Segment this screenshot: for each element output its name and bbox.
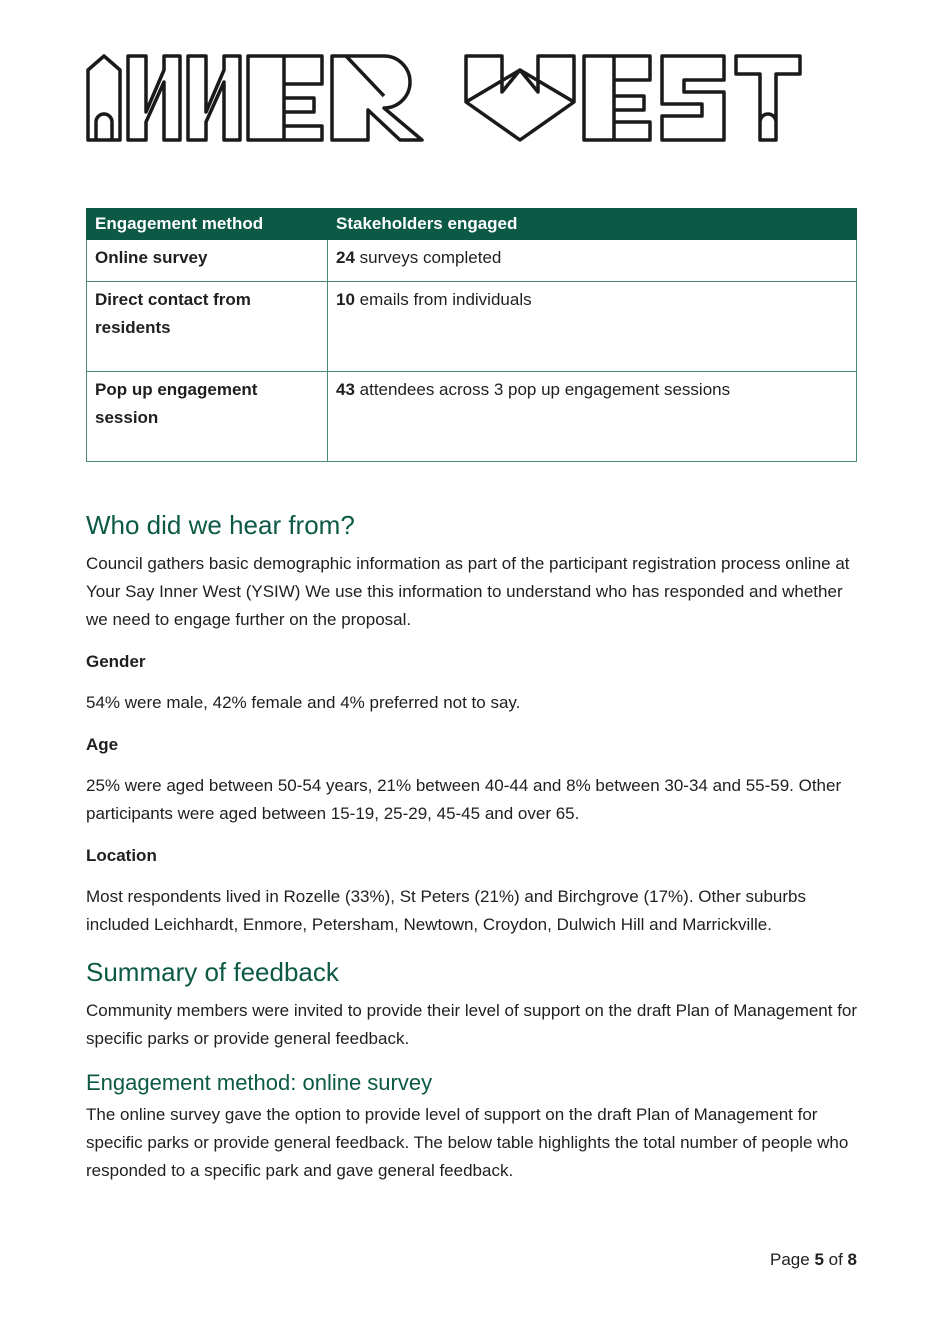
age-label: Age	[86, 735, 119, 754]
logo-mark	[84, 52, 804, 146]
stakeholders-cell	[328, 372, 857, 462]
inner-west-logo	[84, 52, 804, 146]
count: 10	[336, 290, 355, 309]
gender-text: 54% were male, 42% female and 4% preferred not to say.	[86, 693, 521, 712]
location-text: Most respondents lived in Rozelle (33%), St Peters (21%) and Birchgrove (17%). Other suburbs included Leichhardt, Enmore, Petersham, Newtown, Croydon, Dulwich Hill and Marrickville.	[86, 887, 806, 934]
count: 43	[336, 380, 355, 399]
header-engagement-method: Engagement method	[87, 209, 328, 240]
method-cell: Direct contact from residents	[87, 282, 328, 372]
detail: attendees across 3 pop up engagement sessions	[354, 380, 731, 399]
current-page: 5	[814, 1250, 824, 1269]
detail: emails from individuals	[354, 290, 532, 309]
count: 24	[336, 248, 355, 267]
summary-text: Community members were invited to provide their level of support on the draft Plan of Management for specific parks or provide general feedback.	[86, 1001, 858, 1048]
stakeholders-cell	[328, 282, 857, 372]
detail: surveys completed	[354, 248, 502, 267]
method-cell: Online survey	[87, 240, 328, 282]
table-row	[87, 372, 857, 462]
page-number	[770, 1250, 857, 1270]
age-text: 25% were aged between 50-54 years, 21% between 40-44 and 8% between 30-34 and 55-59. Other participants were aged between 15-19, 25-29, 45-45 and over 65.	[86, 776, 842, 823]
header-stakeholders-engaged: Stakeholders engaged	[328, 209, 857, 240]
summary-heading: Summary of feedback	[86, 957, 339, 987]
gender-label: Gender	[86, 652, 146, 671]
page-prefix: Page	[770, 1250, 815, 1269]
page-of: of	[823, 1250, 848, 1269]
location-label: Location	[86, 846, 157, 865]
method-cell: Pop up engagement session	[87, 372, 328, 462]
table-row	[87, 240, 857, 282]
who-intro: Council gathers basic demographic information as part of the participant registration process online at Your Say Inner West (YSIW) We use this information to understand who has responded and whether we need to engage further on the proposal.	[86, 554, 850, 629]
who-heading: Who did we hear from?	[86, 510, 355, 540]
stakeholder-table	[86, 208, 857, 462]
stakeholders-cell	[328, 240, 857, 282]
table-header-row	[87, 209, 857, 240]
main-content	[86, 506, 861, 1185]
table-row	[87, 282, 857, 372]
online-survey-text: The online survey gave the option to provide level of support on the draft Plan of Management for specific parks or provide general feedback. The below table highlights the total number of people who responded to a specific park and gave general feedback.	[86, 1105, 849, 1180]
total-pages: 8	[847, 1250, 857, 1269]
online-survey-subheading: Engagement method: online survey	[86, 1070, 433, 1095]
